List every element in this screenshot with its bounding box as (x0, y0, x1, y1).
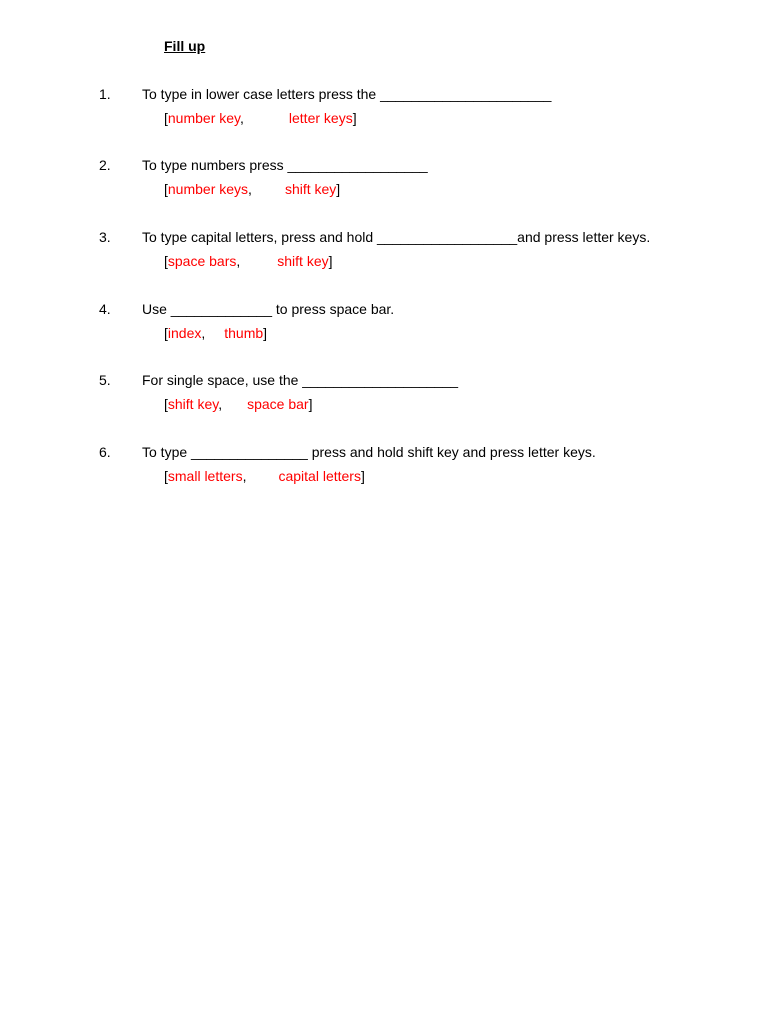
close-bracket: ] (336, 181, 341, 197)
open-bracket: [ (164, 396, 168, 412)
answer-options (164, 395, 312, 413)
close-bracket: ] (308, 396, 313, 412)
question-text: For single space, use the ____________________ (142, 372, 459, 388)
option-2: letter keys (288, 110, 353, 126)
option-1: space bars (167, 253, 237, 269)
open-bracket: [ (164, 253, 168, 269)
question-number: 3. (99, 229, 111, 245)
comma: , (248, 181, 252, 197)
answer-options (164, 109, 357, 127)
option-1: shift key (167, 396, 219, 412)
question-number: 1. (99, 86, 111, 102)
close-bracket: ] (328, 253, 333, 269)
option-2: shift key (277, 253, 329, 269)
option-1: index (167, 325, 202, 341)
comma: , (242, 468, 247, 484)
comma: , (236, 253, 241, 269)
option-2: shift key (284, 181, 337, 197)
answer-options (164, 324, 267, 342)
option-1: number key (167, 110, 240, 126)
option-2: space bar (247, 396, 309, 412)
worksheet-title: Fill up (164, 38, 206, 54)
question-number: 2. (99, 157, 111, 173)
close-bracket: ] (352, 110, 357, 126)
option-1: number keys (167, 181, 249, 197)
option-1: small letters (167, 468, 243, 484)
question-text: To type _______________ press and hold shift key and press letter keys. (142, 444, 596, 460)
question-text: Use _____________ to press space bar. (142, 301, 395, 317)
answer-options (164, 467, 365, 485)
question-number: 6. (99, 444, 111, 460)
question-number: 4. (99, 301, 111, 317)
answer-options (164, 252, 333, 270)
close-bracket: ] (263, 325, 268, 341)
question-number: 5. (99, 372, 111, 388)
question-text: To type capital letters, press and hold __________________and press letter keys. (142, 229, 651, 245)
option-2: thumb (224, 325, 264, 341)
question-text: To type in lower case letters press the ______________________ (142, 86, 552, 102)
comma: , (240, 110, 244, 126)
close-bracket: ] (360, 468, 365, 484)
option-2: capital letters (278, 468, 361, 484)
open-bracket: [ (164, 325, 168, 341)
comma: , (218, 396, 223, 412)
question-text: To type numbers press __________________ (142, 157, 428, 173)
open-bracket: [ (164, 181, 168, 197)
answer-options (164, 180, 340, 198)
open-bracket: [ (164, 468, 168, 484)
comma: , (201, 325, 206, 341)
open-bracket: [ (164, 110, 168, 126)
